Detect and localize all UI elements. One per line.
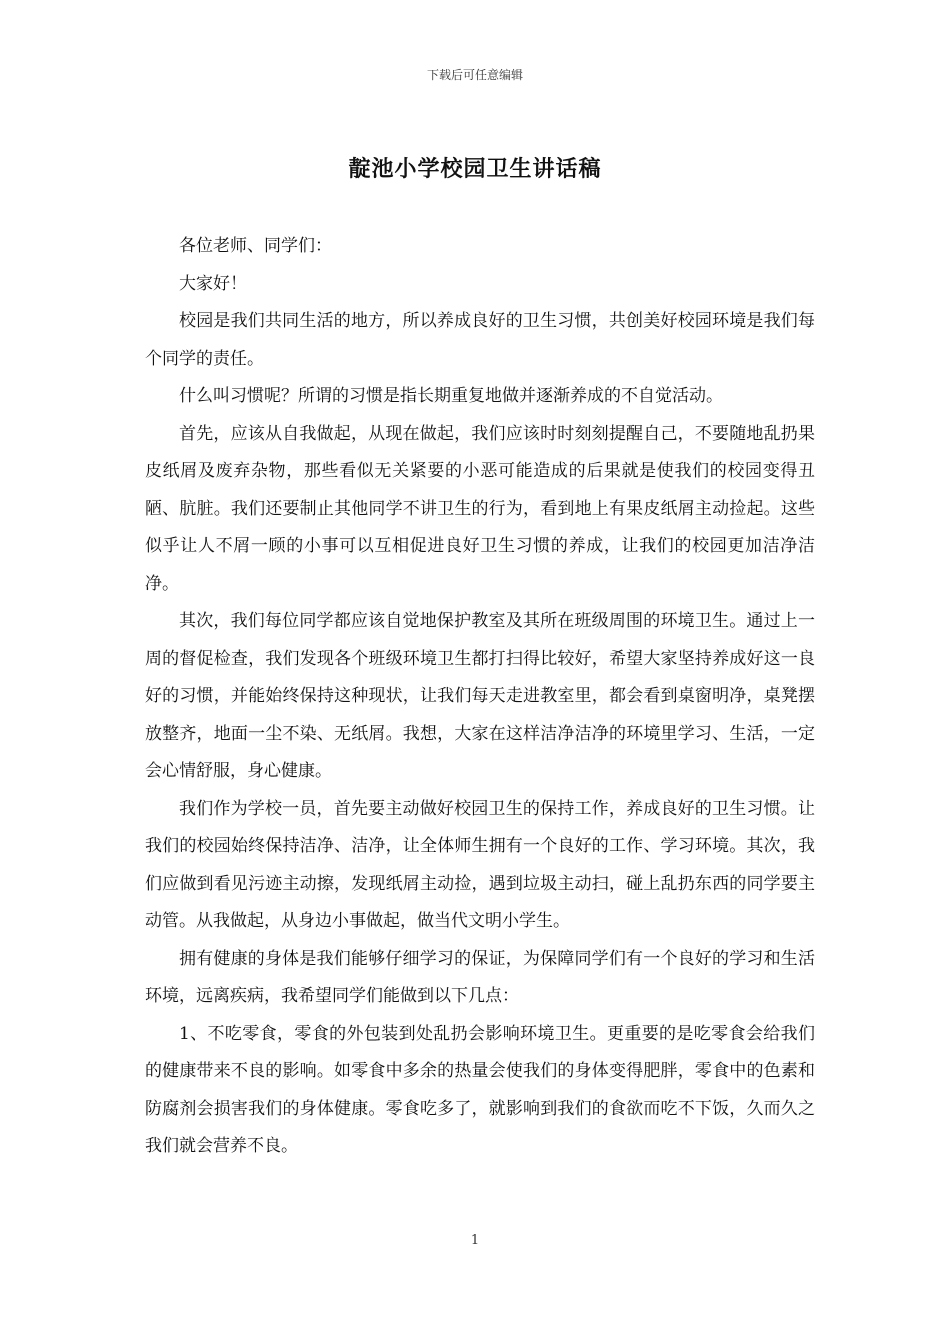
- paragraph-list-item: 1、不吃零食，零食的外包装到处乱扔会影响环境卫生。更重要的是吃零食会给我们的健康带来不良的影响。如零食中多余的热量会使我们的身体变得肥胖，零食中的色素和防腐剂会损害我们的身体健康。零食吃多了，就影响到我们的食欲而吃不下饭，久而久之我们就会营养不良。: [145, 1023, 815, 1156]
- paragraph: 我们作为学校一员，首先要主动做好校园卫生的保持工作，养成良好的卫生习惯。让我们的校园始终保持洁净、洁净，让全体师生拥有一个良好的工作、学习环境。其次，我们应做到看见污迹主动擦，发现纸屑主动捡，遇到垃圾主动扫，碰上乱扔东西的同学要主动管。从我做起，从身边小事做起，做当代文明小学生。: [145, 798, 815, 931]
- paragraph: 什么叫习惯呢？所谓的习惯是指长期重复地做并逐渐养成的不自觉活动。: [179, 386, 723, 406]
- paragraph: 校园是我们共同生活的地方，所以养成良好的卫生习惯，共创美好校园环境是我们每个同学的责任。: [145, 311, 815, 369]
- document-body: [145, 228, 815, 1166]
- paragraph: 拥有健康的身体是我们能够仔细学习的保证，为保障同学们有一个良好的学习和生活环境，远离疾病，我希望同学们能做到以下几点：: [145, 948, 815, 1006]
- header-note: 下载后可任意编辑: [426, 68, 523, 82]
- paragraph: 其次，我们每位同学都应该自觉地保护教室及其所在班级周围的环境卫生。通过上一周的督促检查，我们发现各个班级环境卫生都打扫得比较好，希望大家坚持养成好这一良好的习惯，并能始终保持这种现状，让我们每天走进教室里，都会看到桌窗明净，桌凳摆放整齐，地面一尘不染、无纸屑。我想，大家在这样洁净洁净的环境里学习、生活，一定会心情舒服，身心健康。: [145, 611, 815, 781]
- paragraph-hello: 大家好！: [179, 273, 247, 294]
- page-number: 1: [470, 1233, 480, 1248]
- paragraph-greeting: 各位老师、同学们：: [179, 236, 332, 256]
- document-title: 靛池小学校园卫生讲话稿: [348, 156, 602, 182]
- paragraph: 首先，应该从自我做起，从现在做起，我们应该时时刻刻提醒自己，不要随地乱扔果皮纸屑及废弃杂物，那些看似无关紧要的小恶可能造成的后果就是使我们的校园变得丑陋、肮脏。我们还要制止其他同学不讲卫生的行为，看到地上有果皮纸屑主动捡起。这些似乎让人不屑一顾的小事可以互相促进良好卫生习惯的养成，让我们的校园更加洁净洁净。: [145, 423, 815, 594]
